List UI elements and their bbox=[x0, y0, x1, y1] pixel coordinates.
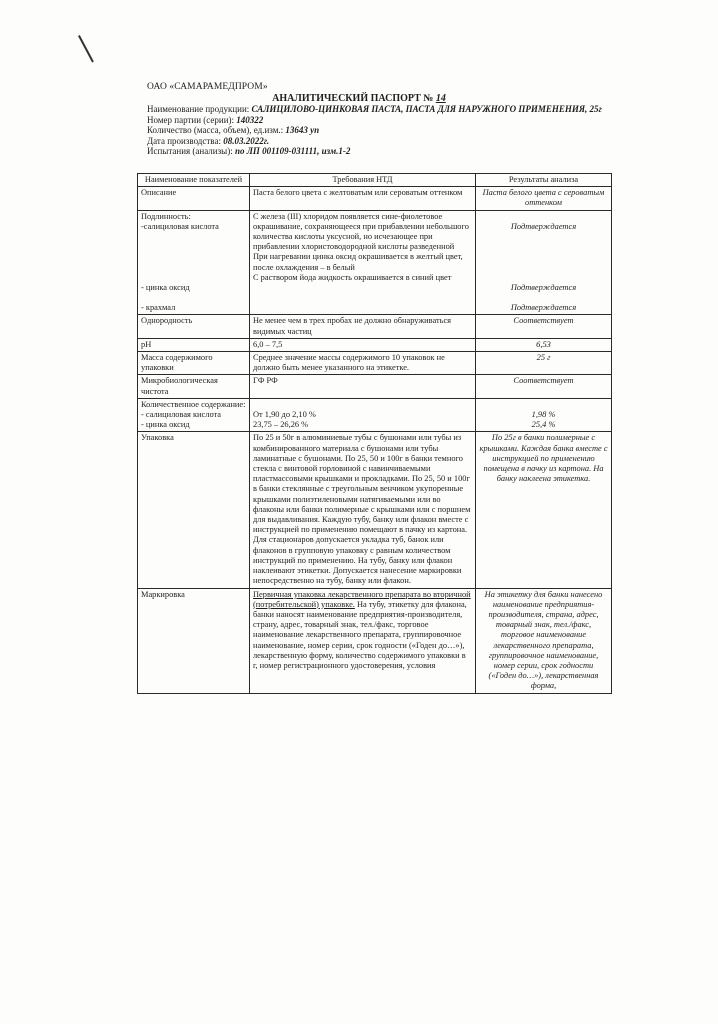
row-result bbox=[476, 210, 612, 315]
row-requirement: Среднее значение массы содержимого 10 упаковок не должно быть менее указанного на этикетке. bbox=[250, 352, 476, 375]
row-subname: - цинка оксид bbox=[141, 283, 190, 293]
analysis-table bbox=[137, 173, 612, 694]
meta-tests-value: по ЛП 001109-031111, изм.1-2 bbox=[234, 146, 351, 157]
row-requirement bbox=[250, 210, 476, 315]
row-result: 6,53 bbox=[476, 338, 612, 351]
row-subname: - крахмал bbox=[141, 303, 176, 313]
meta-product-value: САЛИЦИЛОВО-ЦИНКОВАЯ ПАСТА, ПАСТА ДЛЯ НАРУЖНОГО ПРИМЕНЕНИЯ, 25г bbox=[251, 104, 602, 114]
row-subresult: 25,4 % bbox=[531, 420, 556, 430]
table-row bbox=[138, 398, 612, 432]
row-name: Масса содержимого упаковки bbox=[138, 352, 250, 375]
meta-product-label: Наименование продукции: bbox=[147, 104, 250, 114]
row-requirement: ГФ РФ bbox=[250, 375, 476, 398]
row-requirement: Не менее чем в трех пробах не должно обнаруживаться видимых частиц bbox=[250, 315, 476, 338]
meta-date-label: Дата производства: bbox=[147, 135, 221, 146]
col-header-name: Наименование показателей bbox=[138, 174, 250, 187]
table-row bbox=[138, 432, 612, 588]
row-requirement bbox=[250, 588, 476, 693]
row-requirement bbox=[250, 398, 476, 432]
row-result: 25 г bbox=[476, 352, 612, 375]
meta-batch-label: Номер партии (серии): bbox=[147, 114, 235, 125]
row-subrequirement: От 1,90 до 2,10 % bbox=[253, 409, 316, 419]
row-name-heading: Количественное содержание: bbox=[141, 399, 246, 409]
row-result: Соответствует bbox=[476, 375, 612, 398]
row-requirement: Паста белого цвета с желтоватым или сероватым оттенком bbox=[250, 187, 476, 210]
meta-product bbox=[147, 104, 607, 115]
row-name: Описание bbox=[138, 187, 250, 210]
row-subresult: Подтверждается bbox=[510, 303, 577, 313]
row-result bbox=[476, 398, 612, 432]
row-name: Однородность bbox=[138, 315, 250, 338]
row-subrequirement: 23,75 – 26,26 % bbox=[253, 420, 309, 430]
meta-date-value: 08.03.2022г. bbox=[223, 135, 270, 146]
row-requirement-rest: На тубу, этикетку для флакона, банки наносят наименование предприятия-производителя, страну, адрес, товарный знак, тел./факс, торговое наименование лекарственного препарата, группировочное наименование, номер серии, срок годности («Годен до…»), лекарственную форму, количество содержимого упаковки в г, номер регистрационного удостоверения, условия bbox=[253, 599, 467, 670]
company-name: ОАО «САМАРАМЕДПРОМ» bbox=[147, 82, 268, 92]
document-title bbox=[0, 93, 718, 104]
row-name: Микробиологическая чистота bbox=[138, 375, 250, 398]
row-name bbox=[138, 398, 250, 432]
row-requirement-underlined: Первичная упаковка лекарственного препарата во вторичной (потребительской) упаковке. bbox=[253, 589, 471, 609]
table-row bbox=[138, 588, 612, 693]
meta-batch bbox=[147, 115, 607, 126]
col-header-results: Результаты анализа bbox=[476, 174, 612, 187]
row-name: pH bbox=[138, 338, 250, 351]
table-row bbox=[138, 187, 612, 210]
row-result: По 25г в банки полимерные с крышками. Каждая банка вместе с инструкцией по применению помещена в пачку из картона. На банку наклеена этикетка. bbox=[476, 432, 612, 588]
row-subname: -салициловая кислота bbox=[141, 221, 219, 231]
meta-qty-value: 13643 уп bbox=[285, 125, 320, 136]
table-row bbox=[138, 315, 612, 338]
row-subrequirement: С железа (III) хлоридом появляется сине-фиолетовое окрашивание, сохраняющееся при прибавлении небольшого количества кислоты уксусной, но исчезающее при прибавлении хлористоводородной кислоты разведенной bbox=[253, 211, 469, 252]
title-prefix: АНАЛИТИЧЕСКИЙ ПАСПОРТ № bbox=[272, 93, 434, 104]
table-row bbox=[138, 210, 612, 315]
meta-tests bbox=[147, 146, 607, 157]
meta-date bbox=[147, 136, 607, 147]
row-subrequirement: С раствором йода жидкость окрашивается в синий цвет bbox=[253, 272, 452, 282]
product-meta bbox=[147, 104, 607, 157]
scan-pen-mark bbox=[78, 35, 93, 62]
meta-batch-value: 140322 bbox=[236, 114, 264, 125]
row-subrequirement: При нагревании цинка оксид окрашивается в желтый цвет, после охлаждения – в белый bbox=[253, 252, 463, 272]
table-header-row bbox=[138, 174, 612, 187]
meta-qty bbox=[147, 125, 607, 136]
row-subresult: Подтверждается bbox=[510, 282, 577, 292]
row-name-heading: Подлинность: bbox=[141, 211, 191, 221]
table-row bbox=[138, 375, 612, 398]
row-subname: - цинка оксид bbox=[141, 420, 190, 430]
row-subresult: Подтверждается bbox=[510, 221, 577, 231]
row-result: На этикетку для банки нанесено наименование предприятия-производителя, страна, адрес, товарный знак, тел./факс, торговое наименование лекарственного препарата, группировочное наименование, номер серии, срок годности («Годен до…»), лекарственная форма, bbox=[476, 588, 612, 693]
meta-qty-label: Количество (масса, объем), ед.изм.: bbox=[147, 125, 284, 136]
table-row bbox=[138, 338, 612, 351]
row-name bbox=[138, 210, 250, 315]
table-row bbox=[138, 352, 612, 375]
row-result: Паста белого цвета с сероватым оттенком bbox=[476, 187, 612, 210]
title-number: 14 bbox=[435, 93, 446, 104]
row-subresult: 1,98 % bbox=[531, 409, 556, 419]
row-requirement: По 25 и 50г в алюминиевые тубы с бушонами или тубы из комбинированного материала с бушонами или тубы ламинатные с бушонами. По 25, 50 и 100г в банки темного стекла с винтовой горловиной с навинчиваемыми пластмассовыми крышками и прокладками. По 25, 50 и 100г в банки стеклянные с треугольным венчиком укупоренные крышками полиэтиленовыми натягиваемыми или во флаконы или банки полимерные с крышками или с поршнем для выдавливания. Каждую тубу, банку или флакон вместе с инструкцией по применению помещают в пачку из картона. Для стационаров допускается укладка туб, банок или флаконов в групповую упаковку с равным количеством инструкций по применению. На тубу, банку или флакон наклеивают этикетки. Допускается нанесение маркировки непосредственно на тубу, банку или флакон. bbox=[250, 432, 476, 588]
row-requirement: 6,0 – 7,5 bbox=[250, 338, 476, 351]
row-name: Упаковка bbox=[138, 432, 250, 588]
row-result: Соответствует bbox=[476, 315, 612, 338]
row-subname: - салициловая кислота bbox=[141, 410, 221, 420]
col-header-requirements: Требования НТД bbox=[250, 174, 476, 187]
meta-tests-label: Испытания (анализы): bbox=[147, 146, 233, 157]
row-name: Маркировка bbox=[138, 588, 250, 693]
